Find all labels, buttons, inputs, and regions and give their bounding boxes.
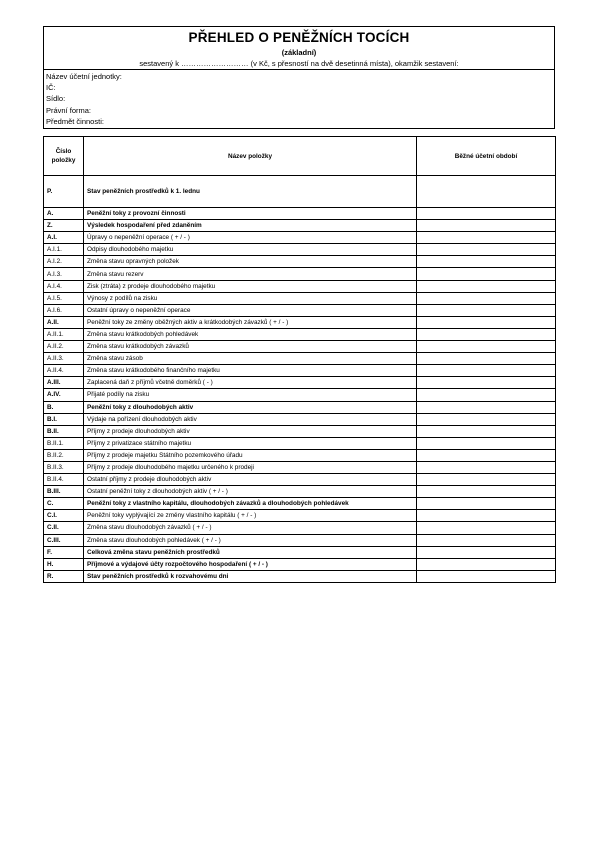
row-name: Příjmy z privatizace státního majetku xyxy=(84,437,417,449)
table-row xyxy=(44,534,556,546)
table-row xyxy=(44,486,556,498)
entity-fields xyxy=(46,71,122,127)
row-code: A.I. xyxy=(44,232,84,244)
col-header-code: Číslo položky xyxy=(44,137,84,176)
row-name: Peněžní toky z vlastního kapitálu, dlouhodobých závazků a dlouhodobých pohledávek xyxy=(84,498,417,510)
row-code: A.I.4. xyxy=(44,280,84,292)
row-code: B.I. xyxy=(44,413,84,425)
row-code: A.II.1. xyxy=(44,328,84,340)
row-value-cell[interactable] xyxy=(417,353,556,365)
row-code: C. xyxy=(44,498,84,510)
table-row xyxy=(44,461,556,473)
row-code: C.I. xyxy=(44,510,84,522)
row-name: Změna stavu dlouhodobých pohledávek ( + / - ) xyxy=(84,534,417,546)
row-code: A. xyxy=(44,208,84,220)
table-row xyxy=(44,244,556,256)
row-value-cell[interactable] xyxy=(417,461,556,473)
row-name: Výdaje na pořízení dlouhodobých aktiv xyxy=(84,413,417,425)
table-row xyxy=(44,510,556,522)
table-row xyxy=(44,268,556,280)
row-name: Změna stavu krátkodobých pohledávek xyxy=(84,328,417,340)
table-row xyxy=(44,232,556,244)
field-entity-name: Název účetní jednotky: xyxy=(46,72,122,81)
row-name: Peněžní toky z dlouhodobých aktiv xyxy=(84,401,417,413)
row-code: B.II.1. xyxy=(44,437,84,449)
row-code: C.II. xyxy=(44,522,84,534)
row-value-cell[interactable] xyxy=(417,208,556,220)
row-code: A.II.3. xyxy=(44,353,84,365)
table-row xyxy=(44,280,556,292)
row-name: Odpisy dlouhodobého majetku xyxy=(84,244,417,256)
table-row xyxy=(44,353,556,365)
row-value-cell[interactable] xyxy=(417,522,556,534)
row-name: Ostatní peněžní toky z dlouhodobých aktiv ( + / - ) xyxy=(84,486,417,498)
table-row xyxy=(44,292,556,304)
row-name: Zisk (ztráta) z prodeje dlouhodobého majetku xyxy=(84,280,417,292)
row-name: Přijaté podíly na zisku xyxy=(84,389,417,401)
table-row xyxy=(44,498,556,510)
row-value-cell[interactable] xyxy=(417,425,556,437)
col-header-period: Běžné účetní období xyxy=(417,137,556,176)
row-name: Změna stavu krátkodobých závazků xyxy=(84,341,417,353)
row-name: Změna stavu opravných položek xyxy=(84,256,417,268)
table-row xyxy=(44,413,556,425)
row-name: Peněžní toky ze změny oběžných aktiv a krátkodobých závazků ( + / - ) xyxy=(84,316,417,328)
row-code: A.I.2. xyxy=(44,256,84,268)
field-seat: Sídlo: xyxy=(46,94,66,104)
row-name: Ostatní úpravy o nepeněžní operace xyxy=(84,304,417,316)
row-name: Změna stavu dlouhodobých závazků ( + / - ) xyxy=(84,522,417,534)
table-row xyxy=(44,377,556,389)
row-name: Výsledek hospodaření před zdaněním xyxy=(84,220,417,232)
row-value-cell[interactable] xyxy=(417,316,556,328)
table-row xyxy=(44,437,556,449)
row-value-cell[interactable] xyxy=(417,510,556,522)
row-name: Příjmy z prodeje majetku Státního pozemkového úřadu xyxy=(84,449,417,461)
row-value-cell[interactable] xyxy=(417,546,556,558)
row-name: Výnosy z podílů na zisku xyxy=(84,292,417,304)
row-code: C.III. xyxy=(44,534,84,546)
row-value-cell[interactable] xyxy=(417,328,556,340)
row-code: P. xyxy=(44,176,84,208)
row-code: B.II.4. xyxy=(44,474,84,486)
row-code: A.I.3. xyxy=(44,268,84,280)
row-code: R. xyxy=(44,570,84,582)
report-title: PŘEHLED O PENĚŽNÍCH TOCÍCH xyxy=(188,30,410,45)
table-row xyxy=(44,220,556,232)
row-code: F. xyxy=(44,546,84,558)
row-name: Příjmové a výdajové účty rozpočtového hospodaření ( + / - ) xyxy=(84,558,417,570)
table-row xyxy=(44,208,556,220)
report-subtitle: (základní) xyxy=(281,48,317,57)
row-code: B.II.2. xyxy=(44,449,84,461)
row-value-cell[interactable] xyxy=(417,401,556,413)
row-value-cell[interactable] xyxy=(417,413,556,425)
row-value-cell[interactable] xyxy=(417,292,556,304)
row-code: A.I.1. xyxy=(44,244,84,256)
row-code: A.III. xyxy=(44,377,84,389)
table-header-row xyxy=(44,137,556,176)
row-value-cell[interactable] xyxy=(417,486,556,498)
row-value-cell[interactable] xyxy=(417,474,556,486)
row-value-cell[interactable] xyxy=(417,534,556,546)
row-value-cell[interactable] xyxy=(417,365,556,377)
field-activity: Předmět činnosti: xyxy=(46,116,104,126)
row-name: Stav peněžních prostředků k 1. lednu xyxy=(84,176,417,208)
row-value-cell[interactable] xyxy=(417,437,556,449)
table-row xyxy=(44,522,556,534)
row-name: Zaplacená daň z příjmů včetně doměrků ( - ) xyxy=(84,377,417,389)
row-name: Stav peněžních prostředků k rozvahovému dni xyxy=(84,570,417,582)
table-row xyxy=(44,316,556,328)
report-header xyxy=(43,26,555,129)
table-row xyxy=(44,365,556,377)
table-row xyxy=(44,449,556,461)
row-code: Z. xyxy=(44,220,84,232)
compiled-line: sestavený k ……………………… (v Kč, s přesností na dvě desetinná místa), okamžik sestavení: xyxy=(139,59,459,68)
header-divider xyxy=(44,69,554,70)
row-name: Příjmy z prodeje dlouhodobých aktiv xyxy=(84,425,417,437)
row-value-cell[interactable] xyxy=(417,256,556,268)
table-row xyxy=(44,558,556,570)
row-value-cell[interactable] xyxy=(417,389,556,401)
table-row xyxy=(44,546,556,558)
row-code: A.IV. xyxy=(44,389,84,401)
table-row xyxy=(44,304,556,316)
row-code: A.II. xyxy=(44,316,84,328)
row-name: Celková změna stavu peněžních prostředků xyxy=(84,546,417,558)
table-row xyxy=(44,328,556,340)
row-value-cell[interactable] xyxy=(417,232,556,244)
row-value-cell[interactable] xyxy=(417,341,556,353)
field-legal-form: Právní forma: xyxy=(46,105,92,115)
row-name: Změna stavu rezerv xyxy=(84,268,417,280)
table-row xyxy=(44,570,556,582)
cash-flow-table xyxy=(43,136,556,583)
row-value-cell[interactable] xyxy=(417,244,556,256)
table-row xyxy=(44,389,556,401)
row-code: B.II. xyxy=(44,425,84,437)
row-name: Peněžní toky z provozní činnosti xyxy=(84,208,417,220)
row-code: B.III. xyxy=(44,486,84,498)
row-code: B. xyxy=(44,401,84,413)
row-code: A.II.2. xyxy=(44,341,84,353)
row-name: Změna stavu zásob xyxy=(84,353,417,365)
table-body xyxy=(44,176,556,583)
col-header-name: Název položky xyxy=(84,137,417,176)
table-row xyxy=(44,176,556,208)
row-code: A.I.5. xyxy=(44,292,84,304)
row-value-cell[interactable] xyxy=(417,268,556,280)
row-value-cell[interactable] xyxy=(417,377,556,389)
table-row xyxy=(44,256,556,268)
row-value-cell[interactable] xyxy=(417,558,556,570)
row-code: B.II.3. xyxy=(44,461,84,473)
table-row xyxy=(44,401,556,413)
row-name: Peněžní toky vyplývající ze změny vlastního kapitálu ( + / - ) xyxy=(84,510,417,522)
row-name: Příjmy z prodeje dlouhodobého majetku určeného k prodeji xyxy=(84,461,417,473)
row-code: H. xyxy=(44,558,84,570)
table-row xyxy=(44,341,556,353)
row-value-cell[interactable] xyxy=(417,220,556,232)
row-value-cell[interactable] xyxy=(417,449,556,461)
row-code: A.II.4. xyxy=(44,365,84,377)
row-name: Úpravy o nepeněžní operace ( + / - ) xyxy=(84,232,417,244)
row-value-cell[interactable] xyxy=(417,304,556,316)
row-name: Ostatní příjmy z prodeje dlouhodobých aktiv xyxy=(84,474,417,486)
table-row xyxy=(44,425,556,437)
row-name: Změna stavu krátkodobého finančního majetku xyxy=(84,365,417,377)
table-row xyxy=(44,474,556,486)
row-code: A.I.6. xyxy=(44,304,84,316)
row-value-cell[interactable] xyxy=(417,280,556,292)
row-value-cell[interactable] xyxy=(417,498,556,510)
field-ico: IČ: xyxy=(46,83,56,93)
row-value-cell[interactable] xyxy=(417,176,556,208)
row-value-cell[interactable] xyxy=(417,570,556,582)
